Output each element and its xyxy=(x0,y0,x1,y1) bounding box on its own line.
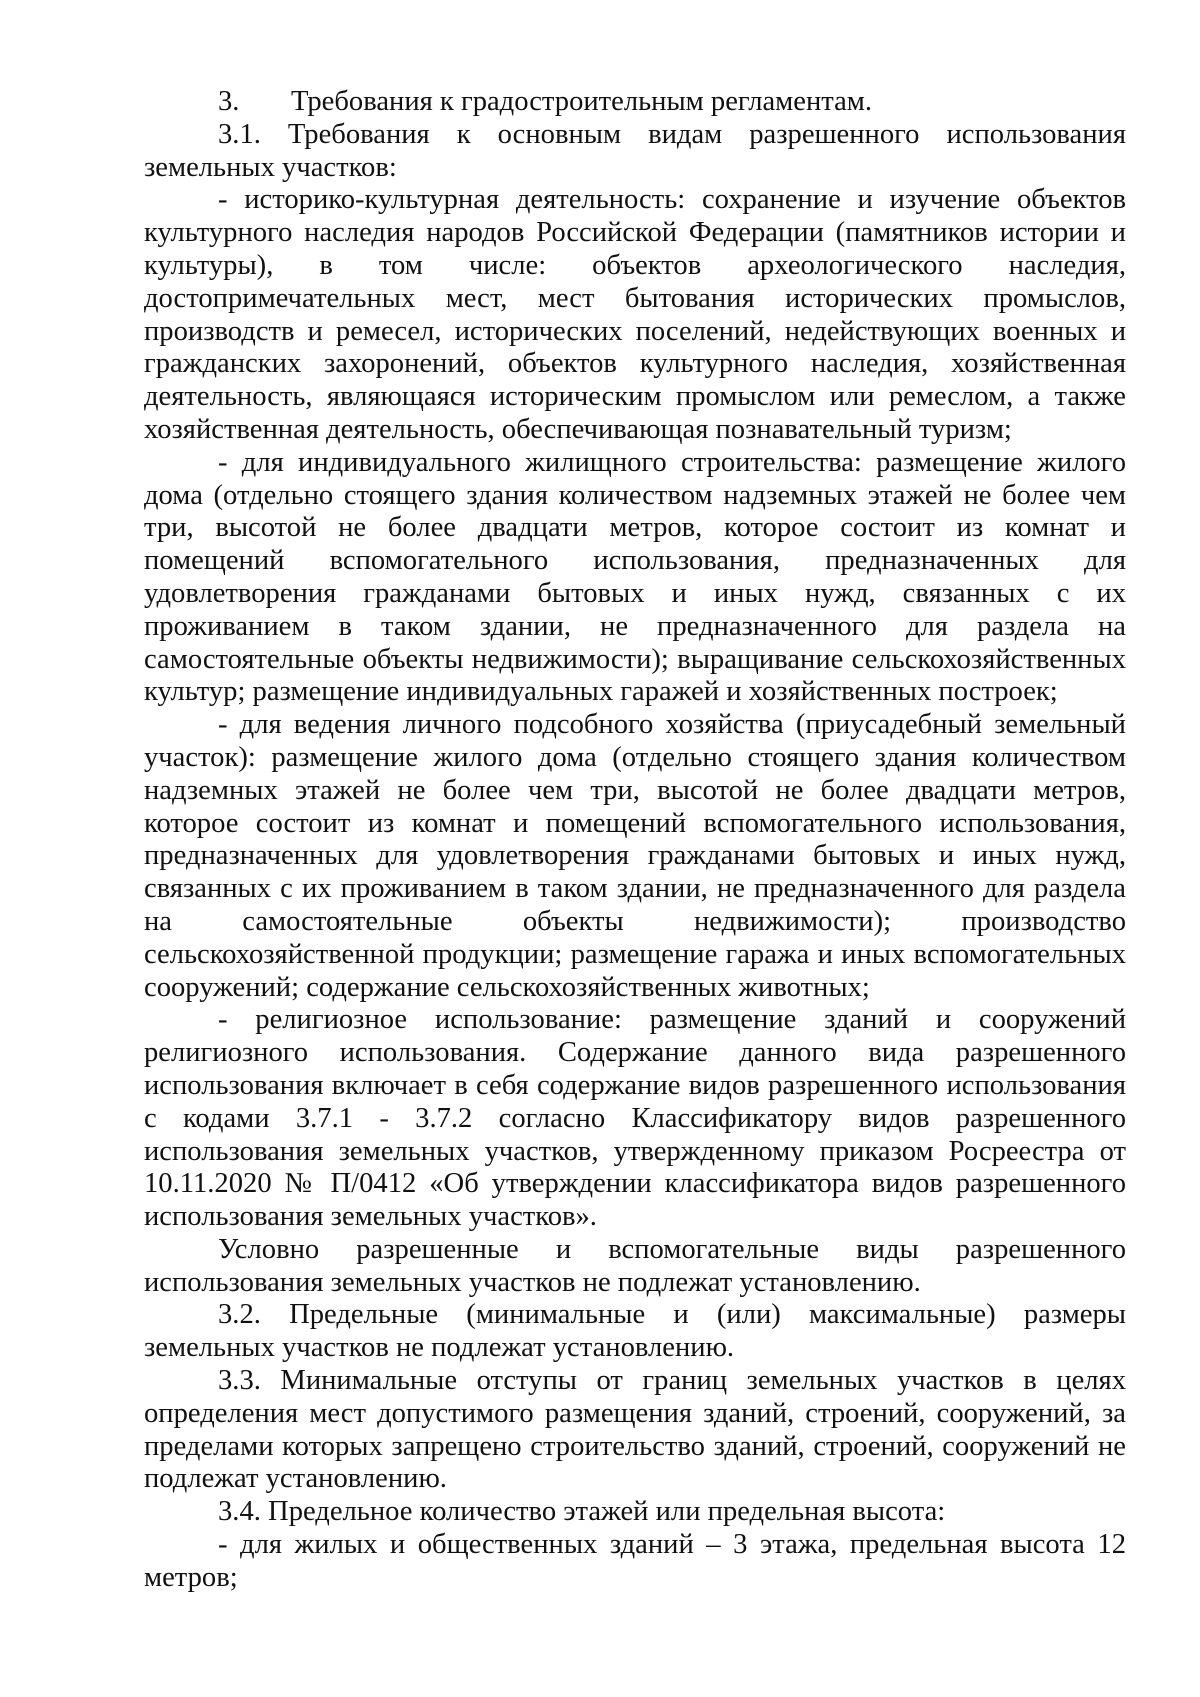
paragraph-personal-farming: - для ведения личного подсобного хозяйства (приусадебный земельный участок): размещение жилого дома (отдельно стоящего здания количеством надземных этажей не более чем три, высотой не более двадцати метров, которое состоит из комнат и помещений вспомогательного использования, предназначенных для удовлетворения гражданами бытовых и иных нужд, связанных с их проживанием в таком здании, не предназначенного для раздела на самостоятельные объекты недвижимости); производство сельскохозяйственной продукции; размещение гаража и иных вспомогательных сооружений; содержание сельскохозяйственных животных; xyxy=(144,709,1126,1003)
paragraph-historical-cultural: - историко-культурная деятельность: сохранение и изучение объектов культурного наследия народов Российской Федерации (памятников истории и культуры), в том числе: объектов археологического наследия, достопримечательных мест, мест бытования исторических промыслов, производств и ремесел, исторических поселений, недействующих военных и гражданских захоронений, объектов культурного наследия, хозяйственная деятельность, являющаяся историческим промыслом или ремеслом, а также хозяйственная деятельность, обеспечивающая познавательный туризм; xyxy=(144,184,1126,445)
paragraph-3-4: 3.4. Предельное количество этажей или предельная высота: xyxy=(218,1496,946,1528)
paragraph-religious-use: - религиозное использование: размещение зданий и сооружений религиозного использования. Содержание данного вида разрешенного использования включает в себя содержание видов разрешенного использования с кодами 3.7.1 - 3.7.2 согласно Классификатору видов разрешенного использования земельных участков, утвержденному приказом Росреестра от 10.11.2020 № П/0412 «Об утверждении классификатора видов разрешенного использования земельных участков». xyxy=(144,1004,1126,1233)
paragraph-3-3: 3.3. Минимальные отступы от границ земельных участков в целях определения мест допустимого размещения зданий, строений, сооружений, за пределами которых запрещено строительство зданий, строений, сооружений не подлежат установлению. xyxy=(144,1365,1126,1495)
paragraph-3-2: 3.2. Предельные (минимальные и (или) максимальные) размеры земельных участков не подлежат установлению. xyxy=(144,1299,1126,1364)
section-title: Требования к градостроительным регламентам. xyxy=(291,86,873,117)
paragraph-building-height: - для жилых и общественных зданий – 3 этажа, предельная высота 12 метров; xyxy=(144,1529,1126,1593)
document-body xyxy=(144,86,1126,1595)
paragraph-conditional-uses: Условно разрешенные и вспомогательные виды разрешенного использования земельных участков не подлежат установлению. xyxy=(144,1233,1126,1298)
section-heading xyxy=(144,86,1126,119)
paragraph-3-1: 3.1. Требования к основным видам разрешенного использования земельных участков: xyxy=(144,118,1126,183)
section-number: 3. xyxy=(218,86,240,117)
paragraph-individual-housing: - для индивидуального жилищного строительства: размещение жилого дома (отдельно стоящего здания количеством надземных этажей не более чем три, высотой не более двадцати метров, которое состоит из комнат и помещений вспомогательного использования, предназначенных для удовлетворения гражданами бытовых и иных нужд, связанных с их проживанием в таком здании, не предназначенного для раздела на самостоятельные объекты недвижимости); выращивание сельскохозяйственных культур; размещение индивидуальных гаражей и хозяйственных построек; xyxy=(144,446,1126,708)
